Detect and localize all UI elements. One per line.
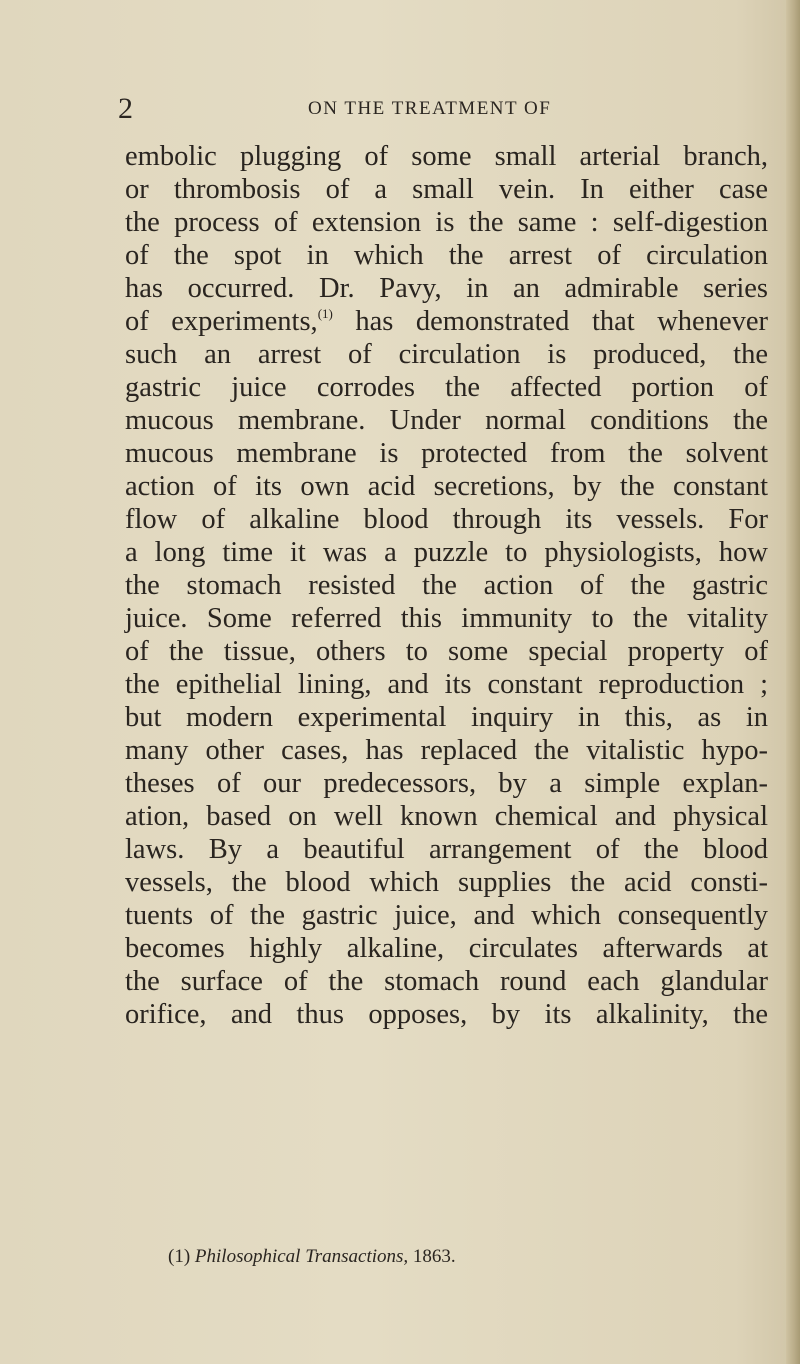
text-line: the surface of the stomach round each glandular <box>125 966 768 997</box>
running-head: ON THE TREATMENT OF <box>308 98 552 119</box>
text-fragment: has demonstrated that whenever <box>332 306 768 337</box>
text-line: flow of alkaline blood through its vessels. For <box>125 504 768 535</box>
text-line: embolic plugging of some small arterial branch, <box>125 141 768 172</box>
text-line: many other cases, has replaced the vitalistic hypo- <box>125 735 768 766</box>
text-line: such an arrest of circulation is produced, the <box>125 339 768 370</box>
text-line: the epithelial lining, and its constant reproduction ; <box>125 669 768 700</box>
page-edge-shadow <box>786 0 800 1364</box>
text-line: laws. By a beautiful arrangement of the blood <box>125 834 768 865</box>
text-line: orifice, and thus opposes, by its alkalinity, the <box>125 999 768 1030</box>
text-line: mucous membrane is protected from the solvent <box>125 438 768 469</box>
text-line: theses of our predecessors, by a simple explan- <box>125 768 768 799</box>
footnote-title: Philosophical Transactions, <box>194 1246 409 1267</box>
text-line: tuents of the gastric juice, and which consequently <box>125 900 768 931</box>
text-line: vessels, the blood which supplies the acid consti- <box>125 867 768 898</box>
text-line: mucous membrane. Under normal conditions the <box>125 405 768 436</box>
text-line: action of its own acid secretions, by the constant <box>125 471 768 502</box>
text-line: has occurred. Dr. Pavy, in an admirable series <box>125 273 768 304</box>
text-line: a long time it was a puzzle to physiologists, how <box>125 537 768 568</box>
text-line: gastric juice corrodes the affected portion of <box>125 372 768 403</box>
text-line: becomes highly alkaline, circulates afterwards at <box>125 933 768 964</box>
page-number: 2 <box>118 92 133 125</box>
text-line <box>125 305 768 338</box>
text-line: of the tissue, others to some special property of <box>125 636 768 667</box>
text-line: the process of extension is the same : self-digestion <box>125 207 768 238</box>
page-header <box>118 92 768 126</box>
footnote-year: 1863. <box>412 1246 456 1267</box>
body-text <box>125 140 768 1031</box>
text-line: of the spot in which the arrest of circulation <box>125 240 768 271</box>
footnote <box>168 1244 456 1270</box>
text-line: ation, based on well known chemical and physical <box>125 801 768 832</box>
text-line: juice. Some referred this immunity to the vitality <box>125 603 768 634</box>
text-fragment: of experiments, <box>125 306 318 337</box>
footnote-marker: (1) <box>168 1246 191 1267</box>
text-line: but modern experimental inquiry in this, as in <box>125 702 768 733</box>
footnote-reference: (1) <box>317 306 333 321</box>
text-line: the stomach resisted the action of the gastric <box>125 570 768 601</box>
text-line: or thrombosis of a small vein. In either case <box>125 174 768 205</box>
